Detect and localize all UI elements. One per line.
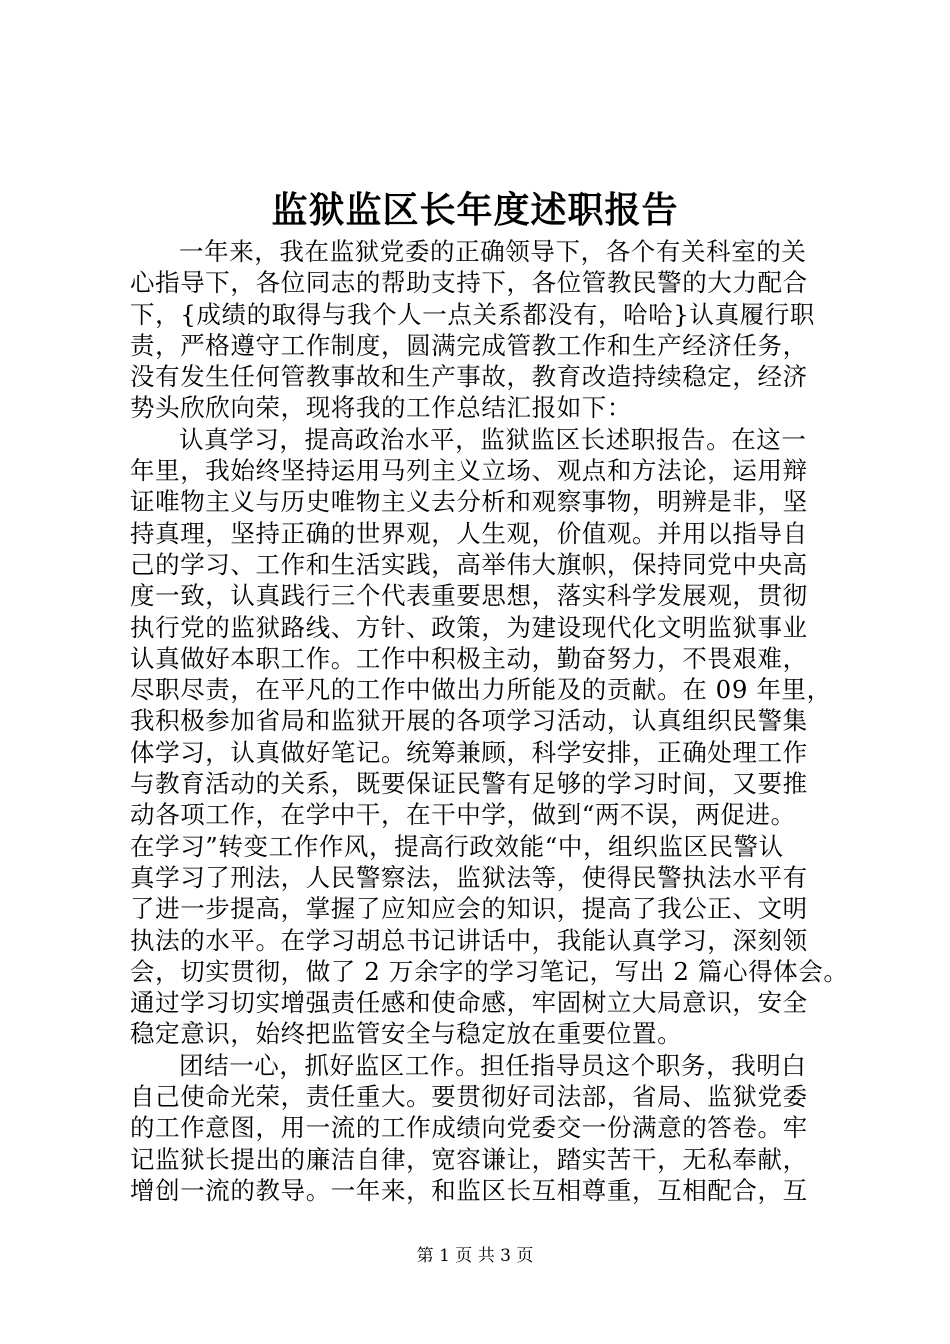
- body-text-line: 执法的水平。在学习胡总书记讲话中，我能认真学习，深刻领: [130, 925, 808, 955]
- body-text-line: 尽职尽责，在平凡的工作中做出力所能及的贡献。在 09 年里，: [130, 675, 832, 705]
- body-text-line: 了进一步提高，掌握了应知应会的知识，提高了我公正、文明: [130, 894, 808, 924]
- body-text-line: 下，{成绩的取得与我个人一点关系都没有，哈哈}认真履行职: [130, 299, 815, 329]
- body-text-line: 没有发生任何管教事故和生产事故，教育改造持续稳定，经济: [130, 362, 808, 392]
- body-text-line: 认真学习，提高政治水平，监狱监区长述职报告。在这一: [179, 424, 807, 454]
- body-text-line: 在学习”转变工作作风，提高行政效能“中，组织监区民警认: [130, 831, 784, 861]
- body-text-line: 我积极参加省局和监狱开展的各项学习活动，认真组织民警集: [130, 706, 808, 736]
- body-text-line: 势头欣欣向荣，现将我的工作总结汇报如下：: [130, 393, 632, 423]
- body-text-line: 持真理，坚持正确的世界观，人生观，价值观。并用以指导自: [130, 518, 808, 548]
- body-text-line: 自己使命光荣，责任重大。要贯彻好司法部，省局、监狱党委: [130, 1082, 808, 1112]
- body-text-line: 度一致，认真践行三个代表重要思想，落实科学发展观，贯彻: [130, 581, 808, 611]
- body-text-line: 一年来，我在监狱党委的正确领导下，各个有关科室的关: [179, 237, 807, 266]
- body-text-line: 证唯物主义与历史唯物主义去分析和观察事物，明辨是非，坚: [130, 487, 808, 517]
- body-text-line: 稳定意识，始终把监管安全与稳定放在重要位置。: [130, 1019, 683, 1049]
- body-text-line: 真学习了刑法，人民警察法，监狱法等，使得民警执法水平有: [130, 862, 808, 892]
- body-text-line: 体学习，认真做好笔记。统筹兼顾，科学安排，正确处理工作: [130, 737, 808, 767]
- body-text-line: 年里，我始终坚持运用马列主义立场、观点和方法论，运用辩: [130, 456, 808, 486]
- body-text-line: 的工作意图，用一流的工作成绩向党委交一份满意的答卷。牢: [130, 1113, 808, 1143]
- page-footer: 第 1 页 共 3 页: [416, 1246, 534, 1266]
- body-text-line: 记监狱长提出的廉洁自律，宽容谦让，踏实苦干，无私奉献，: [130, 1144, 808, 1174]
- body-text-line: 增创一流的教导。一年来，和监区长互相尊重，互相配合，互: [130, 1175, 808, 1205]
- document-title: 监狱监区长年度述职报告: [271, 189, 679, 231]
- body-text-line: 心指导下，各位同志的帮助支持下，各位管教民警的大力配合: [130, 268, 808, 298]
- body-text-line: 执行党的监狱路线、方针、政策，为建设现代化文明监狱事业: [130, 612, 808, 642]
- body-text-line: 己的学习、工作和生活实践，高举伟大旗帜，保持同党中央高: [130, 549, 808, 579]
- body-text-line: 团结一心，抓好监区工作。担任指导员这个职务，我明白: [179, 1050, 807, 1080]
- document-body: [130, 236, 850, 1206]
- body-text-line: 通过学习切实增强责任感和使命感，牢固树立大局意识，安全: [130, 988, 808, 1018]
- body-text-line: 会，切实贯彻，做了 2 万余字的学习笔记，写出 2 篇心得体会。: [130, 956, 849, 986]
- body-text-line: 与教育活动的关系，既要保证民警有足够的学习时间，又要推: [130, 769, 808, 799]
- body-text-line: 动各项工作，在学中干，在干中学，做到“两不误，两促进。: [130, 800, 796, 830]
- body-text-line: 认真做好本职工作。工作中积极主动，勤奋努力，不畏艰难，: [130, 643, 808, 673]
- body-text-line: 责，严格遵守工作制度，圆满完成管教工作和生产经济任务，: [130, 330, 808, 360]
